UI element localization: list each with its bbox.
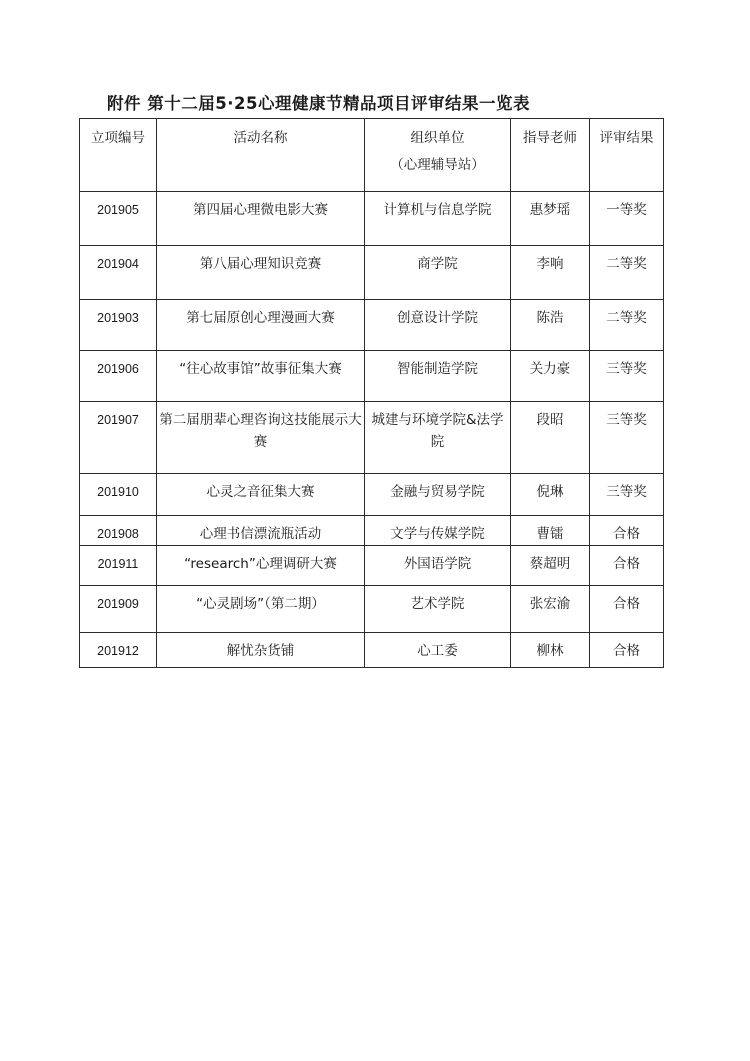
results-table [79,118,664,668]
cell-id: 201906 [80,351,157,402]
table-row [80,246,664,300]
cell-unit: 城建与环境学院&法学院 [365,402,511,474]
cell-result: 合格 [590,586,664,633]
cell-unit: 文学与传媒学院 [365,516,511,546]
header-unit [365,119,511,192]
header-id: 立项编号 [80,119,157,192]
cell-teacher: 惠梦瑶 [511,192,590,246]
cell-id: 201910 [80,474,157,516]
cell-result: 三等奖 [590,351,664,402]
cell-teacher: 关力豪 [511,351,590,402]
cell-id: 201907 [80,402,157,474]
table-row [80,546,664,586]
header-result: 评审结果 [590,119,664,192]
header-name: 活动名称 [157,119,365,192]
cell-name: 心灵之音征集大赛 [157,474,365,516]
cell-id: 201912 [80,633,157,668]
cell-unit: 商学院 [365,246,511,300]
table-row [80,300,664,351]
table-row [80,474,664,516]
cell-teacher: 张宏渝 [511,586,590,633]
cell-name: “心灵剧场”（第二期） [157,586,365,633]
cell-unit: 外国语学院 [365,546,511,586]
cell-teacher: 倪琳 [511,474,590,516]
cell-name: “往心故事馆”故事征集大赛 [157,351,365,402]
cell-teacher: 李响 [511,246,590,300]
cell-unit: 艺术学院 [365,586,511,633]
cell-unit: 计算机与信息学院 [365,192,511,246]
table-row [80,192,664,246]
header-unit-line2: （心理辅导站） [390,157,485,173]
document-title: 附件 第十二届5·25心理健康节精品项目评审结果一览表 [107,94,530,113]
cell-teacher: 柳林 [511,633,590,668]
cell-result: 三等奖 [590,474,664,516]
cell-result: 一等奖 [590,192,664,246]
table-row [80,402,664,474]
cell-name: 心理书信漂流瓶活动 [157,516,365,546]
cell-name: “research”心理调研大赛 [157,546,365,586]
cell-result: 合格 [590,546,664,586]
cell-id: 201911 [80,546,157,586]
cell-unit: 心工委 [365,633,511,668]
header-unit-line1: 组织单位 [410,130,465,146]
cell-unit: 创意设计学院 [365,300,511,351]
cell-teacher: 曹镭 [511,516,590,546]
cell-teacher: 段昭 [511,402,590,474]
cell-id: 201908 [80,516,157,546]
table-header-row [80,119,664,192]
table-row [80,633,664,668]
header-teacher: 指导老师 [511,119,590,192]
table-row [80,586,664,633]
cell-unit: 金融与贸易学院 [365,474,511,516]
cell-name: 第四届心理微电影大赛 [157,192,365,246]
cell-name: 第八届心理知识竞赛 [157,246,365,300]
table-row [80,516,664,546]
cell-unit: 智能制造学院 [365,351,511,402]
cell-result: 合格 [590,633,664,668]
cell-result: 二等奖 [590,246,664,300]
cell-id: 201909 [80,586,157,633]
table-row [80,351,664,402]
cell-name: 第七届原创心理漫画大赛 [157,300,365,351]
cell-teacher: 陈浩 [511,300,590,351]
cell-teacher: 蔡超明 [511,546,590,586]
cell-id: 201904 [80,246,157,300]
cell-result: 合格 [590,516,664,546]
cell-id: 201905 [80,192,157,246]
cell-result: 三等奖 [590,402,664,474]
cell-id: 201903 [80,300,157,351]
cell-result: 二等奖 [590,300,664,351]
cell-name: 第二届朋辈心理咨询这技能展示大赛 [157,402,365,474]
cell-name: 解忧杂货铺 [157,633,365,668]
